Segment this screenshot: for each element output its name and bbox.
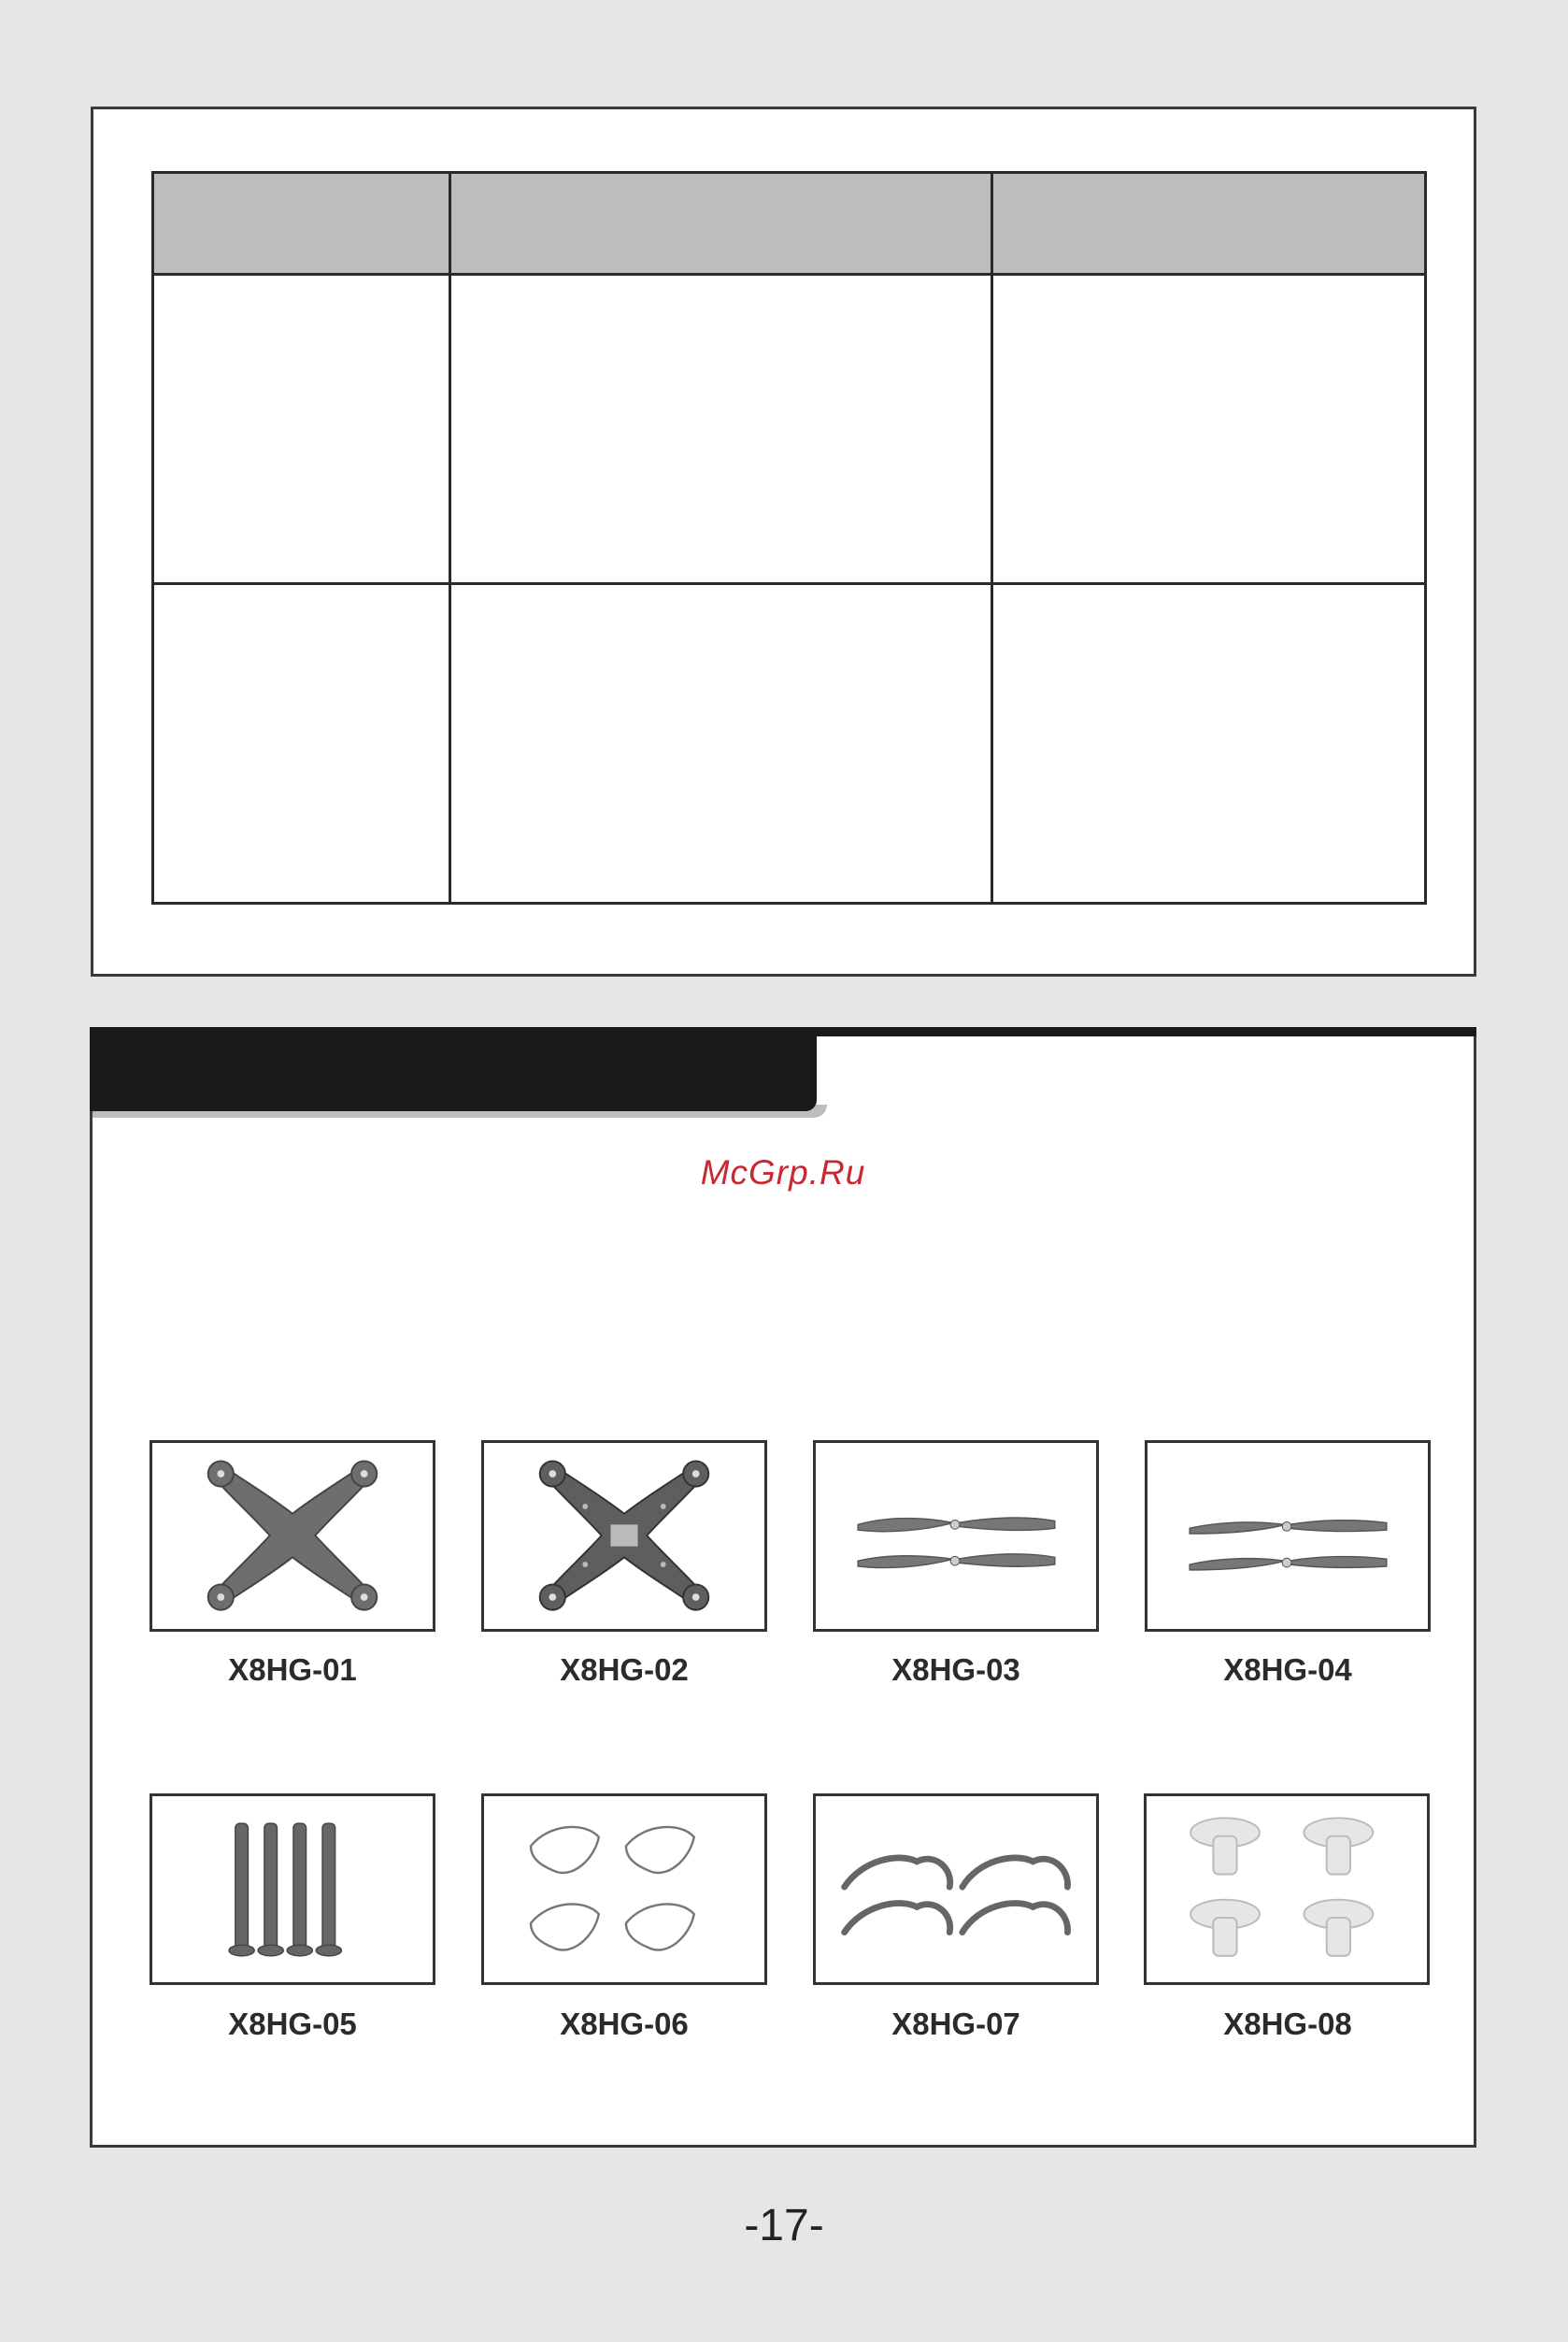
table-cell: [153, 275, 450, 584]
part-image-x8hg-01: [150, 1440, 435, 1632]
part-image-x8hg-08: [1144, 1793, 1430, 1985]
part-image-x8hg-06: [481, 1793, 767, 1985]
part-image-x8hg-03: [813, 1440, 1099, 1632]
page-number: -17-: [744, 2201, 824, 2250]
table-row: [153, 275, 1426, 584]
table-header-row: [153, 173, 1426, 275]
table-cell: [992, 584, 1426, 904]
part-code: X8HG-08: [1223, 2006, 1352, 2041]
table-header-cell: [450, 173, 992, 275]
body-top-cover-icon: [152, 1443, 433, 1629]
table-cell: [992, 275, 1426, 584]
propeller-b-icon: [1147, 1443, 1428, 1629]
motor-base-icon: [1147, 1796, 1427, 1982]
table-cell: [153, 584, 450, 904]
section-title-tab: [90, 1027, 817, 1111]
part-code: X8HG-04: [1223, 1652, 1352, 1687]
part-code: X8HG-02: [560, 1652, 689, 1687]
part-code: X8HG-07: [891, 2006, 1020, 2041]
part-image-x8hg-02: [481, 1440, 767, 1632]
table-cell: [450, 584, 992, 904]
landing-skid-icon: [816, 1796, 1096, 1982]
part-image-x8hg-05: [150, 1793, 435, 1985]
landing-gear-leg-icon: [152, 1796, 433, 1982]
troubleshooting-table: [151, 171, 1427, 905]
table-cell: [450, 275, 992, 584]
part-code: X8HG-01: [228, 1652, 357, 1687]
table-header-cell: [153, 173, 450, 275]
body-bottom-cover-icon: [484, 1443, 764, 1629]
part-code: X8HG-03: [891, 1652, 1020, 1687]
table-row: [153, 584, 1426, 904]
troubleshooting-panel: [91, 107, 1476, 977]
part-code: X8HG-06: [560, 2006, 689, 2041]
part-image-x8hg-07: [813, 1793, 1099, 1985]
part-image-x8hg-04: [1145, 1440, 1431, 1632]
spare-parts-panel: [90, 1027, 1476, 2148]
part-code: X8HG-05: [228, 2006, 357, 2041]
table-header-cell: [992, 173, 1426, 275]
propeller-a-icon: [816, 1443, 1096, 1629]
watermark: McGrp.Ru: [700, 1153, 866, 1192]
propeller-guard-icon: [484, 1796, 764, 1982]
